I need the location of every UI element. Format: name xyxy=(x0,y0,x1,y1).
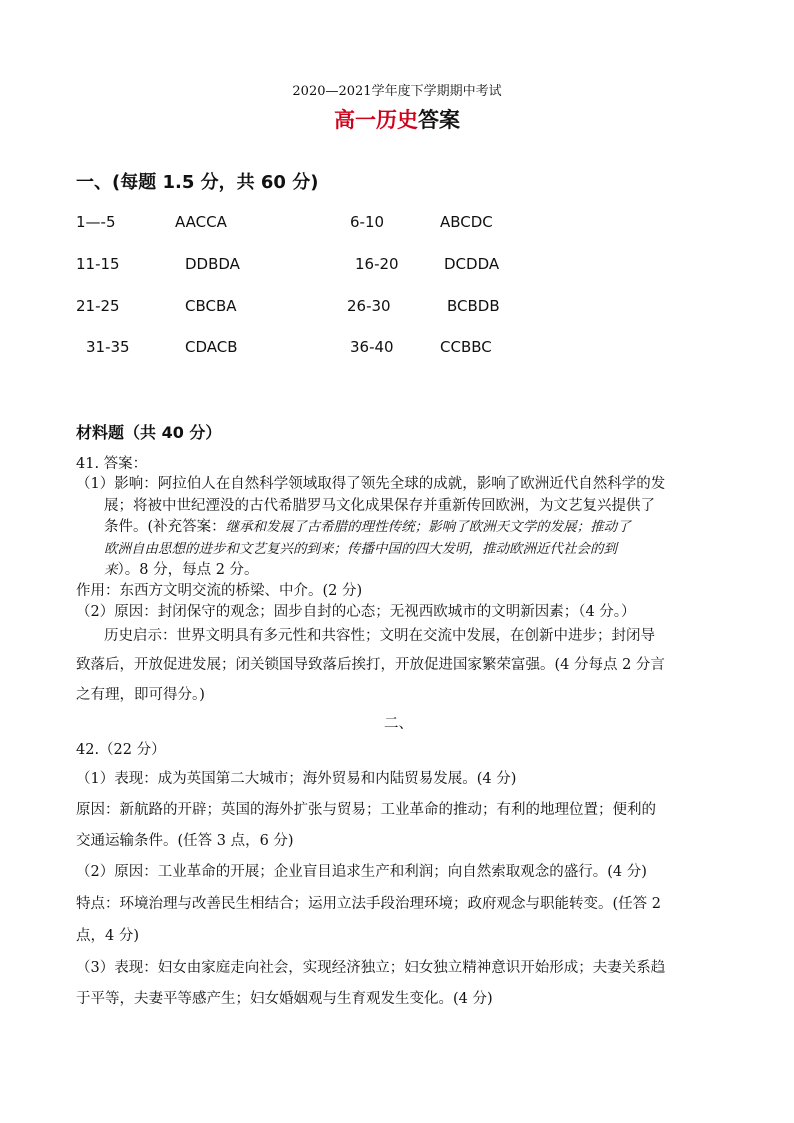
q41-insight-line: 历史启示：世界文明具有多元性和共容性；文明在交流中发展，在创新中进步；封闭导 xyxy=(104,628,655,644)
answer-letters: AACCA xyxy=(175,213,227,231)
section2-heading: 材料题（共 40 分） xyxy=(76,423,222,442)
title-answer: 答案 xyxy=(418,108,460,132)
q42-part2: （2）原因：工业革命的开展；企业盲目追求生产和利润；向自然索取观念的盛行。(4 分) xyxy=(76,864,647,880)
answer-range: 26-30 xyxy=(347,297,391,315)
q41-effect: 作用：东西方文明交流的桥梁、中介。(2 分) xyxy=(76,583,363,599)
answer-range: 1—-5 xyxy=(76,213,116,231)
q42-part3-line: 于平等，夫妻平等感产生；妇女婚姻观与生育观发生变化。(4 分) xyxy=(76,991,493,1007)
q42-feature-line: 点，4 分) xyxy=(76,928,139,944)
q41-insight-line: 致落后，开放促进发展；闭关锁国导致落后挨打，开放促进国家繁荣富强。(4 分每点 2 分言 xyxy=(76,657,665,673)
q41-part1-line: 展；将被中世纪湮没的古代希腊罗马文化成果保存并重新传回欧洲，为文艺复兴提供了 xyxy=(104,498,655,514)
q42-feature-line: 特点：环境治理与改善民生相结合；运用立法手段治理环境；政府观念与职能转变。(任答 2 xyxy=(76,896,661,912)
answer-range: 6-10 xyxy=(350,213,385,231)
answer-letters: CBCBA xyxy=(185,297,237,315)
section1-heading: 一、(每题 1.5 分，共 60 分) xyxy=(76,172,319,193)
q42-reason-line: 交通运输条件。(任答 3 点，6 分) xyxy=(76,833,294,849)
exam-subtitle: 2020—2021学年度下学期期中考试 xyxy=(292,84,502,99)
q41-insight-line: 之有理，即可得分。) xyxy=(76,687,205,703)
q41-scoring: ）。8 分，每点 2 分。 xyxy=(117,562,259,578)
answer-letters: CDACB xyxy=(185,338,238,356)
answer-letters: ABCDC xyxy=(440,213,493,231)
q41-supplement-text: 来 xyxy=(104,562,118,578)
page-title xyxy=(0,104,794,134)
answer-letters: BCBDB xyxy=(447,297,500,315)
answer-letters: DCDDA xyxy=(444,255,500,273)
answer-letters: DDBDA xyxy=(185,255,240,273)
q41-supplement-text: 欧洲自由思想的进步和文艺复兴的到来；传播中国的四大发明，推动欧洲近代社会的到 xyxy=(104,541,617,557)
answer-range: 16-20 xyxy=(355,255,399,273)
q41-part1-line xyxy=(104,558,259,579)
section-divider: 二、 xyxy=(384,716,413,732)
answer-range: 36-40 xyxy=(350,338,394,356)
answer-range: 31-35 xyxy=(86,338,130,356)
title-subject: 高一历史 xyxy=(334,108,418,132)
q41-label: 41. 答案： xyxy=(76,456,148,472)
answer-letters: CCBBC xyxy=(440,338,492,356)
q41-supplement-label: 条件。(补充答案： xyxy=(104,519,226,535)
q42-part3-line: （3）表现：妇女由家庭走向社会，实现经济独立；妇女独立精神意识开始形成；夫妻关系趋 xyxy=(76,960,666,976)
q41-part1-line: （1）影响：阿拉伯人在自然科学领域取得了领先全球的成就，影响了欧洲近代自然科学的发 xyxy=(76,476,666,492)
q41-part2: （2）原因：封闭保守的观念；固步自封的心态；无视西欧城市的文明新因素；（4 分。） xyxy=(76,604,636,620)
q42-label: 42.（22 分） xyxy=(76,742,166,758)
q42-part1: （1）表现：成为英国第二大城市；海外贸易和内陆贸易发展。(4 分) xyxy=(76,771,517,787)
answer-range: 21-25 xyxy=(76,297,120,315)
q41-supplement-text: 继承和发展了古希腊的理性传统；影响了欧洲天文学的发展；推动了 xyxy=(225,519,631,535)
q42-reason-line: 原因：新航路的开辟；英国的海外扩张与贸易；工业革命的推动；有利的地理位置；便利的 xyxy=(76,802,656,818)
answer-range: 11-15 xyxy=(76,255,120,273)
q41-part1-line xyxy=(104,515,631,536)
